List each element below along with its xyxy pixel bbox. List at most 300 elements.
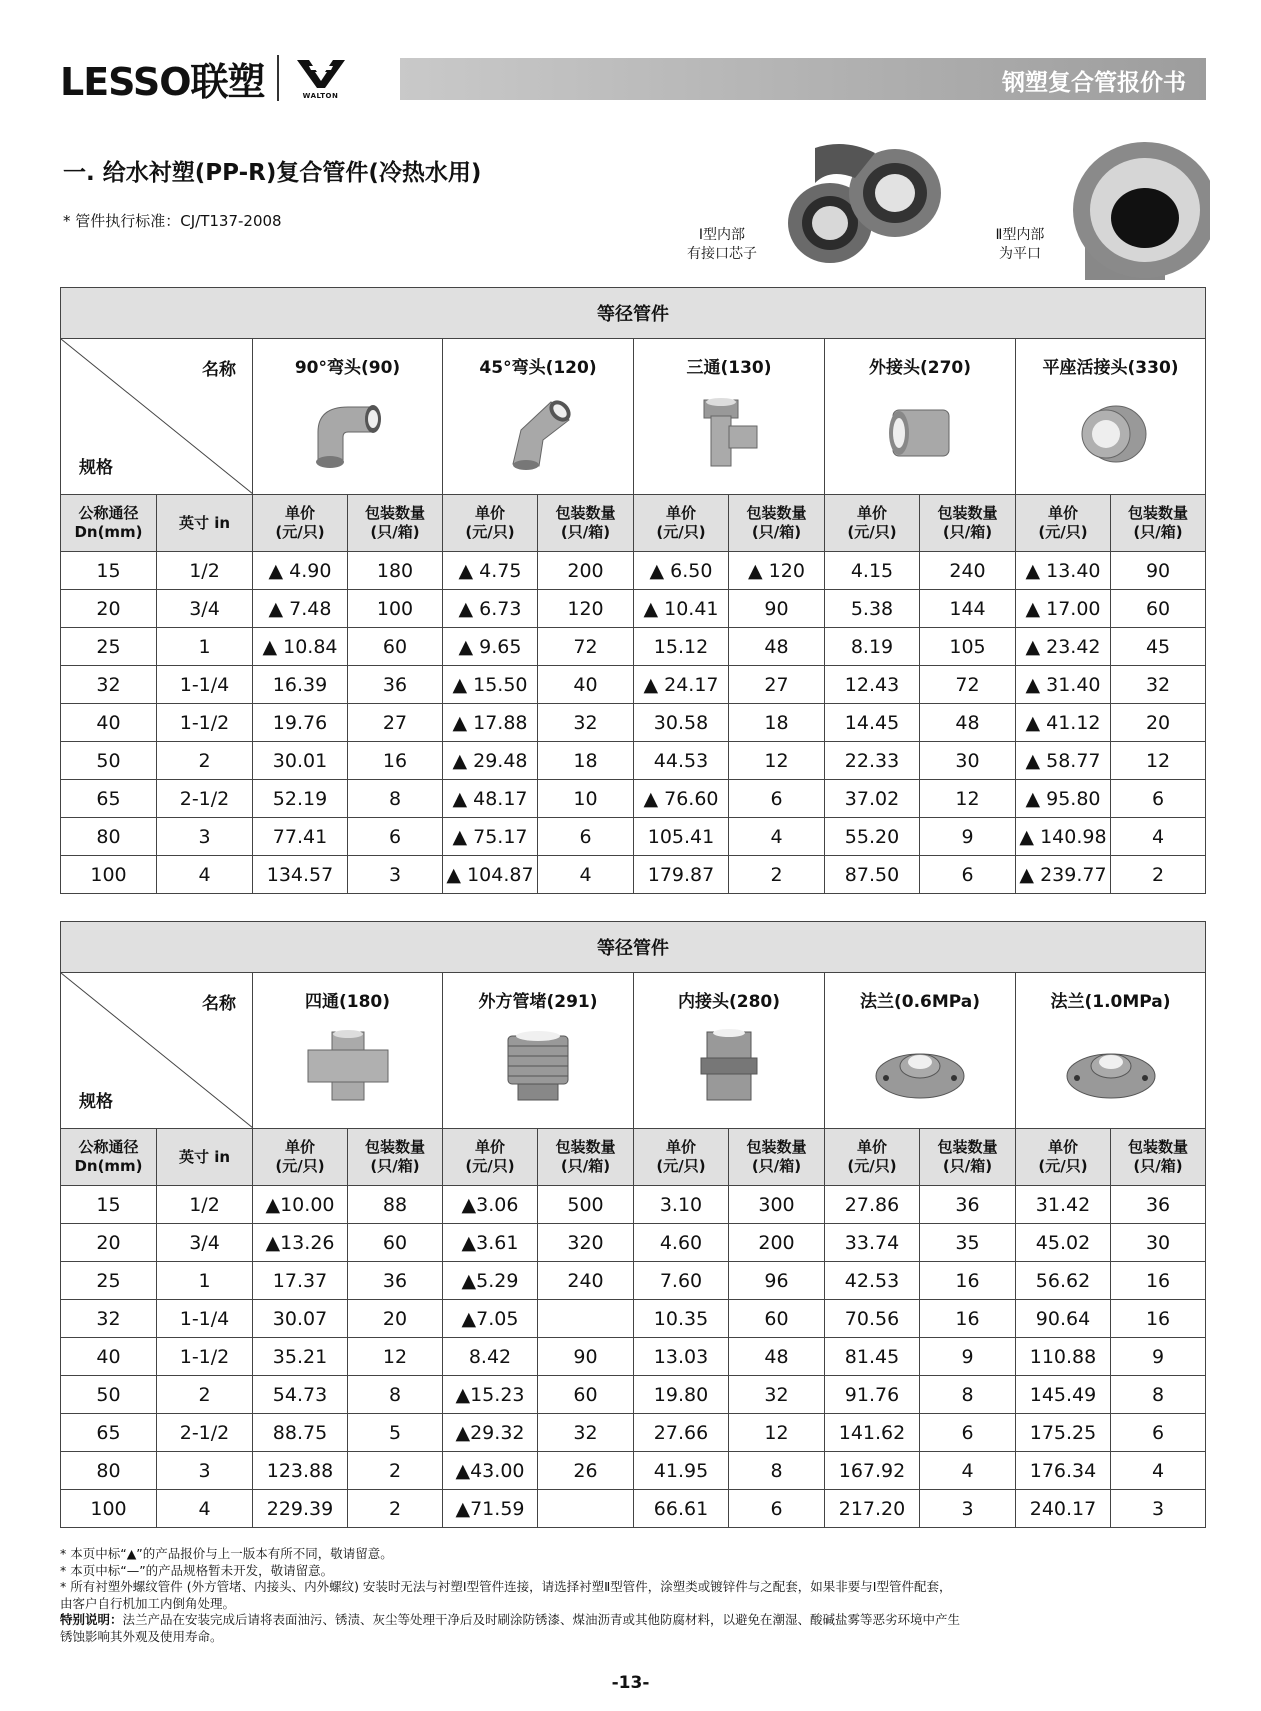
qty-cell: 36 <box>348 666 443 704</box>
qty-cell: 2 <box>729 856 825 894</box>
section-title: 一. 给水衬塑(PP-R)复合管件(冷热水用) <box>63 160 482 186</box>
inch-cell: 4 <box>157 1490 253 1528</box>
table-row <box>61 742 1206 780</box>
qty-cell: 40 <box>538 666 634 704</box>
qty-cell: 500 <box>538 1186 634 1224</box>
price-header: 单价 (元/只) <box>1016 495 1111 552</box>
price-cell: 229.39 <box>253 1490 348 1528</box>
price-cell: ▲ 9.65 <box>443 628 538 666</box>
qty-cell: 6 <box>729 780 825 818</box>
qty-cell: 4 <box>538 856 634 894</box>
price-cell: 33.74 <box>825 1224 920 1262</box>
type1-caption-line1: Ⅰ型内部 <box>698 227 746 243</box>
name-label: 名称 <box>202 994 236 1014</box>
price-cell: ▲10.00 <box>253 1186 348 1224</box>
hex-nipple-icon <box>679 1026 779 1106</box>
price-cell: ▲ 75.17 <box>443 818 538 856</box>
qty-cell: 60 <box>348 1224 443 1262</box>
dn-cell: 80 <box>61 818 157 856</box>
dn-cell: 32 <box>61 1300 157 1338</box>
price-cell: 4.15 <box>825 552 920 590</box>
qty-cell: 90 <box>1111 552 1206 590</box>
product-name: 90°弯头(90) <box>294 358 401 378</box>
product-name: 平座活接头(330) <box>1042 358 1179 378</box>
qty-cell: 6 <box>538 818 634 856</box>
qty-cell: 4 <box>920 1452 1016 1490</box>
price-cell: 5.38 <box>825 590 920 628</box>
qty-cell: 16 <box>348 742 443 780</box>
qty-cell: 200 <box>538 552 634 590</box>
qty-cell: 20 <box>348 1300 443 1338</box>
qty-cell: 180 <box>348 552 443 590</box>
qty-cell: 6 <box>920 856 1016 894</box>
product-tee <box>634 339 825 495</box>
qty-header: 包装数量 (只/箱) <box>348 495 443 552</box>
price-header: 单价 (元/只) <box>634 495 729 552</box>
price-cell: 88.75 <box>253 1414 348 1452</box>
price-cell: ▲5.29 <box>443 1262 538 1300</box>
qty-cell: 9 <box>1111 1338 1206 1376</box>
qty-header: 包装数量 (只/箱) <box>920 495 1016 552</box>
footnote-threaded-cont: 由客户自行机加工内倒角处理。 <box>60 1595 236 1611</box>
inch-cell: 3/4 <box>157 1224 253 1262</box>
table-row <box>61 590 1206 628</box>
qty-cell: 2 <box>348 1490 443 1528</box>
spec-label: 规格 <box>79 1092 113 1112</box>
qty-cell: 12 <box>348 1338 443 1376</box>
qty-cell: 8 <box>1111 1376 1206 1414</box>
dn-cell: 65 <box>61 1414 157 1452</box>
price-cell: 30.01 <box>253 742 348 780</box>
price-cell: ▲ 6.50 <box>634 552 729 590</box>
cross-icon <box>298 1026 398 1106</box>
qty-cell: 18 <box>729 704 825 742</box>
dn-cell: 65 <box>61 780 157 818</box>
price-cell: 110.88 <box>1016 1338 1111 1376</box>
price-cell: 37.02 <box>825 780 920 818</box>
qty-header: 包装数量 (只/箱) <box>538 1129 634 1186</box>
qty-cell: 90 <box>538 1338 634 1376</box>
name-spec-corner <box>61 339 253 495</box>
dn-cell: 15 <box>61 1186 157 1224</box>
price-cell: 240.17 <box>1016 1490 1111 1528</box>
qty-cell <box>538 1300 634 1338</box>
price-header: 单价 (元/只) <box>825 1129 920 1186</box>
special-label: 特别说明： <box>60 1612 123 1627</box>
price-cell: ▲ 76.60 <box>634 780 729 818</box>
footnote-undeveloped: * 本页中标“—”的产品规格暂未开发，敬请留意。 <box>60 1562 334 1578</box>
qty-cell: 100 <box>348 590 443 628</box>
table-row <box>61 1224 1206 1262</box>
qty-header: 包装数量 (只/箱) <box>729 1129 825 1186</box>
qty-cell: 12 <box>729 742 825 780</box>
dn-cell: 40 <box>61 1338 157 1376</box>
price-cell: ▲ 4.90 <box>253 552 348 590</box>
price-cell: 56.62 <box>1016 1262 1111 1300</box>
qty-cell: 48 <box>729 1338 825 1376</box>
inch-header: 英寸 in <box>157 495 253 552</box>
inch-cell: 2 <box>157 742 253 780</box>
qty-cell: 3 <box>920 1490 1016 1528</box>
elbow-90-icon <box>303 392 393 472</box>
price-cell: 175.25 <box>1016 1414 1111 1452</box>
price-cell: ▲ 6.73 <box>443 590 538 628</box>
price-table-1 <box>60 287 1206 894</box>
price-cell: 91.76 <box>825 1376 920 1414</box>
price-cell: ▲ 58.77 <box>1016 742 1111 780</box>
qty-cell: 320 <box>538 1224 634 1262</box>
dn-cell: 15 <box>61 552 157 590</box>
qty-cell: 26 <box>538 1452 634 1490</box>
product-name: 法兰(0.6MPa) <box>859 992 981 1012</box>
footnote-special <box>60 1612 1210 1629</box>
product-name: 三通(130) <box>686 358 772 378</box>
qty-cell: 9 <box>920 818 1016 856</box>
price-cell: 77.41 <box>253 818 348 856</box>
price-header: 单价 (元/只) <box>443 1129 538 1186</box>
price-cell: ▲ 7.48 <box>253 590 348 628</box>
tee-icon <box>684 392 774 472</box>
type1-fitting-photo <box>785 138 945 268</box>
price-cell: ▲ 104.87 <box>443 856 538 894</box>
qty-cell: 88 <box>348 1186 443 1224</box>
price-cell: 22.33 <box>825 742 920 780</box>
product-45-elbow <box>443 339 634 495</box>
table-row <box>61 1186 1206 1224</box>
qty-cell: 6 <box>920 1414 1016 1452</box>
price-cell: ▲29.32 <box>443 1414 538 1452</box>
flange-icon <box>1061 1026 1161 1106</box>
qty-cell: 36 <box>348 1262 443 1300</box>
price-cell: 134.57 <box>253 856 348 894</box>
brand-logo <box>60 50 351 106</box>
dn-cell: 100 <box>61 1490 157 1528</box>
qty-cell: 5 <box>348 1414 443 1452</box>
price-cell: 105.41 <box>634 818 729 856</box>
qty-cell: 6 <box>729 1490 825 1528</box>
price-cell: ▲ 23.42 <box>1016 628 1111 666</box>
price-cell: 81.45 <box>825 1338 920 1376</box>
header-bar <box>400 58 1206 100</box>
qty-cell: 16 <box>1111 1262 1206 1300</box>
price-cell: 90.64 <box>1016 1300 1111 1338</box>
qty-cell: 240 <box>538 1262 634 1300</box>
qty-header: 包装数量 (只/箱) <box>538 495 634 552</box>
price-cell: 7.60 <box>634 1262 729 1300</box>
dn-cell: 32 <box>61 666 157 704</box>
qty-cell: 300 <box>729 1186 825 1224</box>
dn-cell: 25 <box>61 1262 157 1300</box>
document-title: 钢塑复合管报价书 <box>1002 70 1186 96</box>
table-row <box>61 1262 1206 1300</box>
price-cell: ▲13.26 <box>253 1224 348 1262</box>
qty-cell: 16 <box>1111 1300 1206 1338</box>
qty-cell: 32 <box>538 1414 634 1452</box>
dn-cell: 50 <box>61 742 157 780</box>
price-cell: 16.39 <box>253 666 348 704</box>
dn-cell: 80 <box>61 1452 157 1490</box>
qty-cell: 35 <box>920 1224 1016 1262</box>
price-cell: ▲ 15.50 <box>443 666 538 704</box>
price-header: 单价 (元/只) <box>443 495 538 552</box>
product-name: 四通(180) <box>304 992 391 1012</box>
price-cell: 55.20 <box>825 818 920 856</box>
qty-cell: 30 <box>1111 1224 1206 1262</box>
table-row <box>61 1414 1206 1452</box>
qty-cell: 32 <box>538 704 634 742</box>
dn-cell: 50 <box>61 1376 157 1414</box>
inch-cell: 3/4 <box>157 590 253 628</box>
product-name: 法兰(1.0MPa) <box>1050 992 1171 1012</box>
qty-cell: 36 <box>1111 1186 1206 1224</box>
price-cell: 4.60 <box>634 1224 729 1262</box>
qty-cell: 2 <box>1111 856 1206 894</box>
price-cell: ▲7.05 <box>443 1300 538 1338</box>
special-text: 法兰产品在安装完成后请将表面油污、锈渍、灰尘等处理干净后及时刷涂防锈漆、煤油沥青或其他防腐材料，以避免在潮湿、酸碱盐雾等恶劣环境中产生 <box>122 1612 961 1627</box>
qty-cell: 36 <box>920 1186 1016 1224</box>
price-cell: 176.34 <box>1016 1452 1111 1490</box>
product-coupling <box>825 339 1016 495</box>
footnote-threaded: * 所有衬塑外螺纹管件 (外方管堵、内接头、内外螺纹) 安装时无法与衬塑Ⅰ型管件连接，请选择衬塑Ⅱ型管件，涂塑类或镀锌件与之配套，如果非要与Ⅰ型管件配套， <box>60 1579 952 1594</box>
qty-cell: 48 <box>920 704 1016 742</box>
qty-cell: 10 <box>538 780 634 818</box>
qty-header: 包装数量 (只/箱) <box>348 1129 443 1186</box>
inch-cell: 1/2 <box>157 552 253 590</box>
footnotes <box>60 1546 1210 1645</box>
price-cell: 3.10 <box>634 1186 729 1224</box>
qty-cell: 20 <box>1111 704 1206 742</box>
qty-cell: 60 <box>538 1376 634 1414</box>
price-cell: 179.87 <box>634 856 729 894</box>
qty-cell: 96 <box>729 1262 825 1300</box>
dn-header: 公称通径 Dn(mm) <box>61 1129 157 1186</box>
price-cell: 87.50 <box>825 856 920 894</box>
price-cell: 8.42 <box>443 1338 538 1376</box>
elbow-45-icon <box>493 392 583 472</box>
qty-cell: 60 <box>1111 590 1206 628</box>
price-cell: ▲3.61 <box>443 1224 538 1262</box>
price-cell: 70.56 <box>825 1300 920 1338</box>
price-cell: ▲ 95.80 <box>1016 780 1111 818</box>
price-cell: 17.37 <box>253 1262 348 1300</box>
price-cell: ▲ 17.88 <box>443 704 538 742</box>
table-row <box>61 1300 1206 1338</box>
product-flange-10 <box>1016 973 1206 1129</box>
type1-caption-line2: 有接口芯子 <box>687 246 757 262</box>
coupling-icon <box>875 392 965 472</box>
price-cell: 42.53 <box>825 1262 920 1300</box>
table-row <box>61 628 1206 666</box>
price-cell: ▲ 4.75 <box>443 552 538 590</box>
product-name: 内接头(280) <box>677 992 781 1012</box>
table-row <box>61 552 1206 590</box>
qty-cell: 12 <box>1111 742 1206 780</box>
qty-cell: 12 <box>920 780 1016 818</box>
qty-header: 包装数量 (只/箱) <box>729 495 825 552</box>
inch-cell: 1/2 <box>157 1186 253 1224</box>
qty-cell: 12 <box>729 1414 825 1452</box>
spec-label: 规格 <box>79 458 113 478</box>
square-plug-icon <box>488 1026 588 1106</box>
table-row <box>61 704 1206 742</box>
price-table-2 <box>60 921 1206 1528</box>
table-row <box>61 1338 1206 1376</box>
price-cell: ▲ 24.17 <box>634 666 729 704</box>
inch-cell: 1-1/4 <box>157 666 253 704</box>
type2-caption-line2: 为平口 <box>999 246 1041 262</box>
qty-cell: 4 <box>1111 1452 1206 1490</box>
price-cell: 12.43 <box>825 666 920 704</box>
qty-cell: 3 <box>348 856 443 894</box>
logo-divider <box>277 55 279 101</box>
standard-note: * 管件执行标准：CJ/T137-2008 <box>63 212 282 230</box>
price-cell: 66.61 <box>634 1490 729 1528</box>
inch-cell: 1 <box>157 628 253 666</box>
qty-cell: 72 <box>538 628 634 666</box>
price-cell: ▲ 239.77 <box>1016 856 1111 894</box>
dn-header: 公称通径 Dn(mm) <box>61 495 157 552</box>
price-cell: 41.95 <box>634 1452 729 1490</box>
qty-cell: 16 <box>920 1262 1016 1300</box>
inch-cell: 2-1/2 <box>157 780 253 818</box>
column-header-row <box>61 1129 1206 1186</box>
inch-cell: 1-1/2 <box>157 704 253 742</box>
inch-cell: 3 <box>157 818 253 856</box>
qty-header: 包装数量 (只/箱) <box>1111 1129 1206 1186</box>
group-header: 等径管件 <box>61 288 1206 339</box>
qty-cell: 27 <box>729 666 825 704</box>
qty-cell: 9 <box>920 1338 1016 1376</box>
qty-cell: 2 <box>348 1452 443 1490</box>
qty-cell: 8 <box>348 1376 443 1414</box>
inch-cell: 1-1/4 <box>157 1300 253 1338</box>
price-header: 单价 (元/只) <box>253 495 348 552</box>
price-cell: ▲ 48.17 <box>443 780 538 818</box>
table-row <box>61 780 1206 818</box>
walton-text: WALTON <box>302 92 339 100</box>
lesso-logo-text: LESSO联塑 <box>60 59 265 104</box>
inch-cell: 1 <box>157 1262 253 1300</box>
page-number: -13- <box>611 1673 650 1693</box>
qty-cell: 90 <box>729 590 825 628</box>
qty-cell: 200 <box>729 1224 825 1262</box>
dn-cell: 25 <box>61 628 157 666</box>
qty-cell <box>538 1490 634 1528</box>
product-square-plug <box>443 973 634 1129</box>
price-cell: 52.19 <box>253 780 348 818</box>
flange-icon <box>870 1026 970 1106</box>
inch-cell: 2 <box>157 1376 253 1414</box>
qty-cell: 120 <box>538 590 634 628</box>
price-header: 单价 (元/只) <box>253 1129 348 1186</box>
price-cell: 45.02 <box>1016 1224 1111 1262</box>
price-cell: ▲71.59 <box>443 1490 538 1528</box>
price-cell: 30.07 <box>253 1300 348 1338</box>
price-header: 单价 (元/只) <box>634 1129 729 1186</box>
price-cell: 217.20 <box>825 1490 920 1528</box>
price-cell: ▲ 29.48 <box>443 742 538 780</box>
inch-cell: 1-1/2 <box>157 1338 253 1376</box>
table-row <box>61 666 1206 704</box>
price-cell: 15.12 <box>634 628 729 666</box>
price-cell: ▲ 31.40 <box>1016 666 1111 704</box>
dn-cell: 20 <box>61 1224 157 1262</box>
qty-cell: 60 <box>729 1300 825 1338</box>
price-cell: 31.42 <box>1016 1186 1111 1224</box>
price-cell: 14.45 <box>825 704 920 742</box>
qty-cell: 18 <box>538 742 634 780</box>
price-cell: 54.73 <box>253 1376 348 1414</box>
price-cell: 8.19 <box>825 628 920 666</box>
price-cell: ▲3.06 <box>443 1186 538 1224</box>
qty-cell: 3 <box>1111 1490 1206 1528</box>
footnote-special-cont: 锈蚀影响其外观及使用寿命。 <box>60 1628 223 1644</box>
qty-cell: 105 <box>920 628 1016 666</box>
product-90-elbow <box>253 339 443 495</box>
union-icon <box>1066 392 1156 472</box>
dn-cell: 20 <box>61 590 157 628</box>
qty-cell: 8 <box>920 1376 1016 1414</box>
qty-cell: 30 <box>920 742 1016 780</box>
table-2-body <box>61 1186 1206 1528</box>
type2-fitting-photo <box>1065 138 1210 280</box>
inch-header: 英寸 in <box>157 1129 253 1186</box>
table-row <box>61 1490 1206 1528</box>
price-cell: 27.86 <box>825 1186 920 1224</box>
price-cell: 35.21 <box>253 1338 348 1376</box>
table-row <box>61 856 1206 894</box>
qty-cell: 45 <box>1111 628 1206 666</box>
inch-cell: 3 <box>157 1452 253 1490</box>
inch-cell: 2-1/2 <box>157 1414 253 1452</box>
price-cell: ▲ 140.98 <box>1016 818 1111 856</box>
qty-cell: 8 <box>729 1452 825 1490</box>
type2-caption <box>970 226 1070 264</box>
price-cell: 19.76 <box>253 704 348 742</box>
price-cell: ▲ 10.84 <box>253 628 348 666</box>
qty-cell: 8 <box>348 780 443 818</box>
group-header: 等径管件 <box>61 922 1206 973</box>
column-header-row <box>61 495 1206 552</box>
qty-cell: 6 <box>1111 780 1206 818</box>
price-cell: ▲ 10.41 <box>634 590 729 628</box>
price-cell: ▲ 17.00 <box>1016 590 1111 628</box>
name-spec-corner <box>61 973 253 1129</box>
qty-header: 包装数量 (只/箱) <box>1111 495 1206 552</box>
qty-cell: 32 <box>1111 666 1206 704</box>
qty-header: 包装数量 (只/箱) <box>920 1129 1016 1186</box>
price-header: 单价 (元/只) <box>1016 1129 1111 1186</box>
qty-cell: ▲ 120 <box>729 552 825 590</box>
table-1-body <box>61 552 1206 894</box>
price-cell: 145.49 <box>1016 1376 1111 1414</box>
walton-emblem-icon <box>295 56 347 92</box>
product-union <box>1016 339 1206 495</box>
price-cell: ▲ 41.12 <box>1016 704 1111 742</box>
walton-logo <box>291 56 351 100</box>
product-hex-nipple <box>634 973 825 1129</box>
product-name: 外接头(270) <box>868 358 972 378</box>
qty-cell: 6 <box>1111 1414 1206 1452</box>
qty-cell: 16 <box>920 1300 1016 1338</box>
table-row <box>61 1452 1206 1490</box>
type2-caption-line1: Ⅱ型内部 <box>995 227 1045 243</box>
price-cell: 13.03 <box>634 1338 729 1376</box>
qty-cell: 4 <box>729 818 825 856</box>
price-cell: 10.35 <box>634 1300 729 1338</box>
qty-cell: 240 <box>920 552 1016 590</box>
price-cell: ▲43.00 <box>443 1452 538 1490</box>
